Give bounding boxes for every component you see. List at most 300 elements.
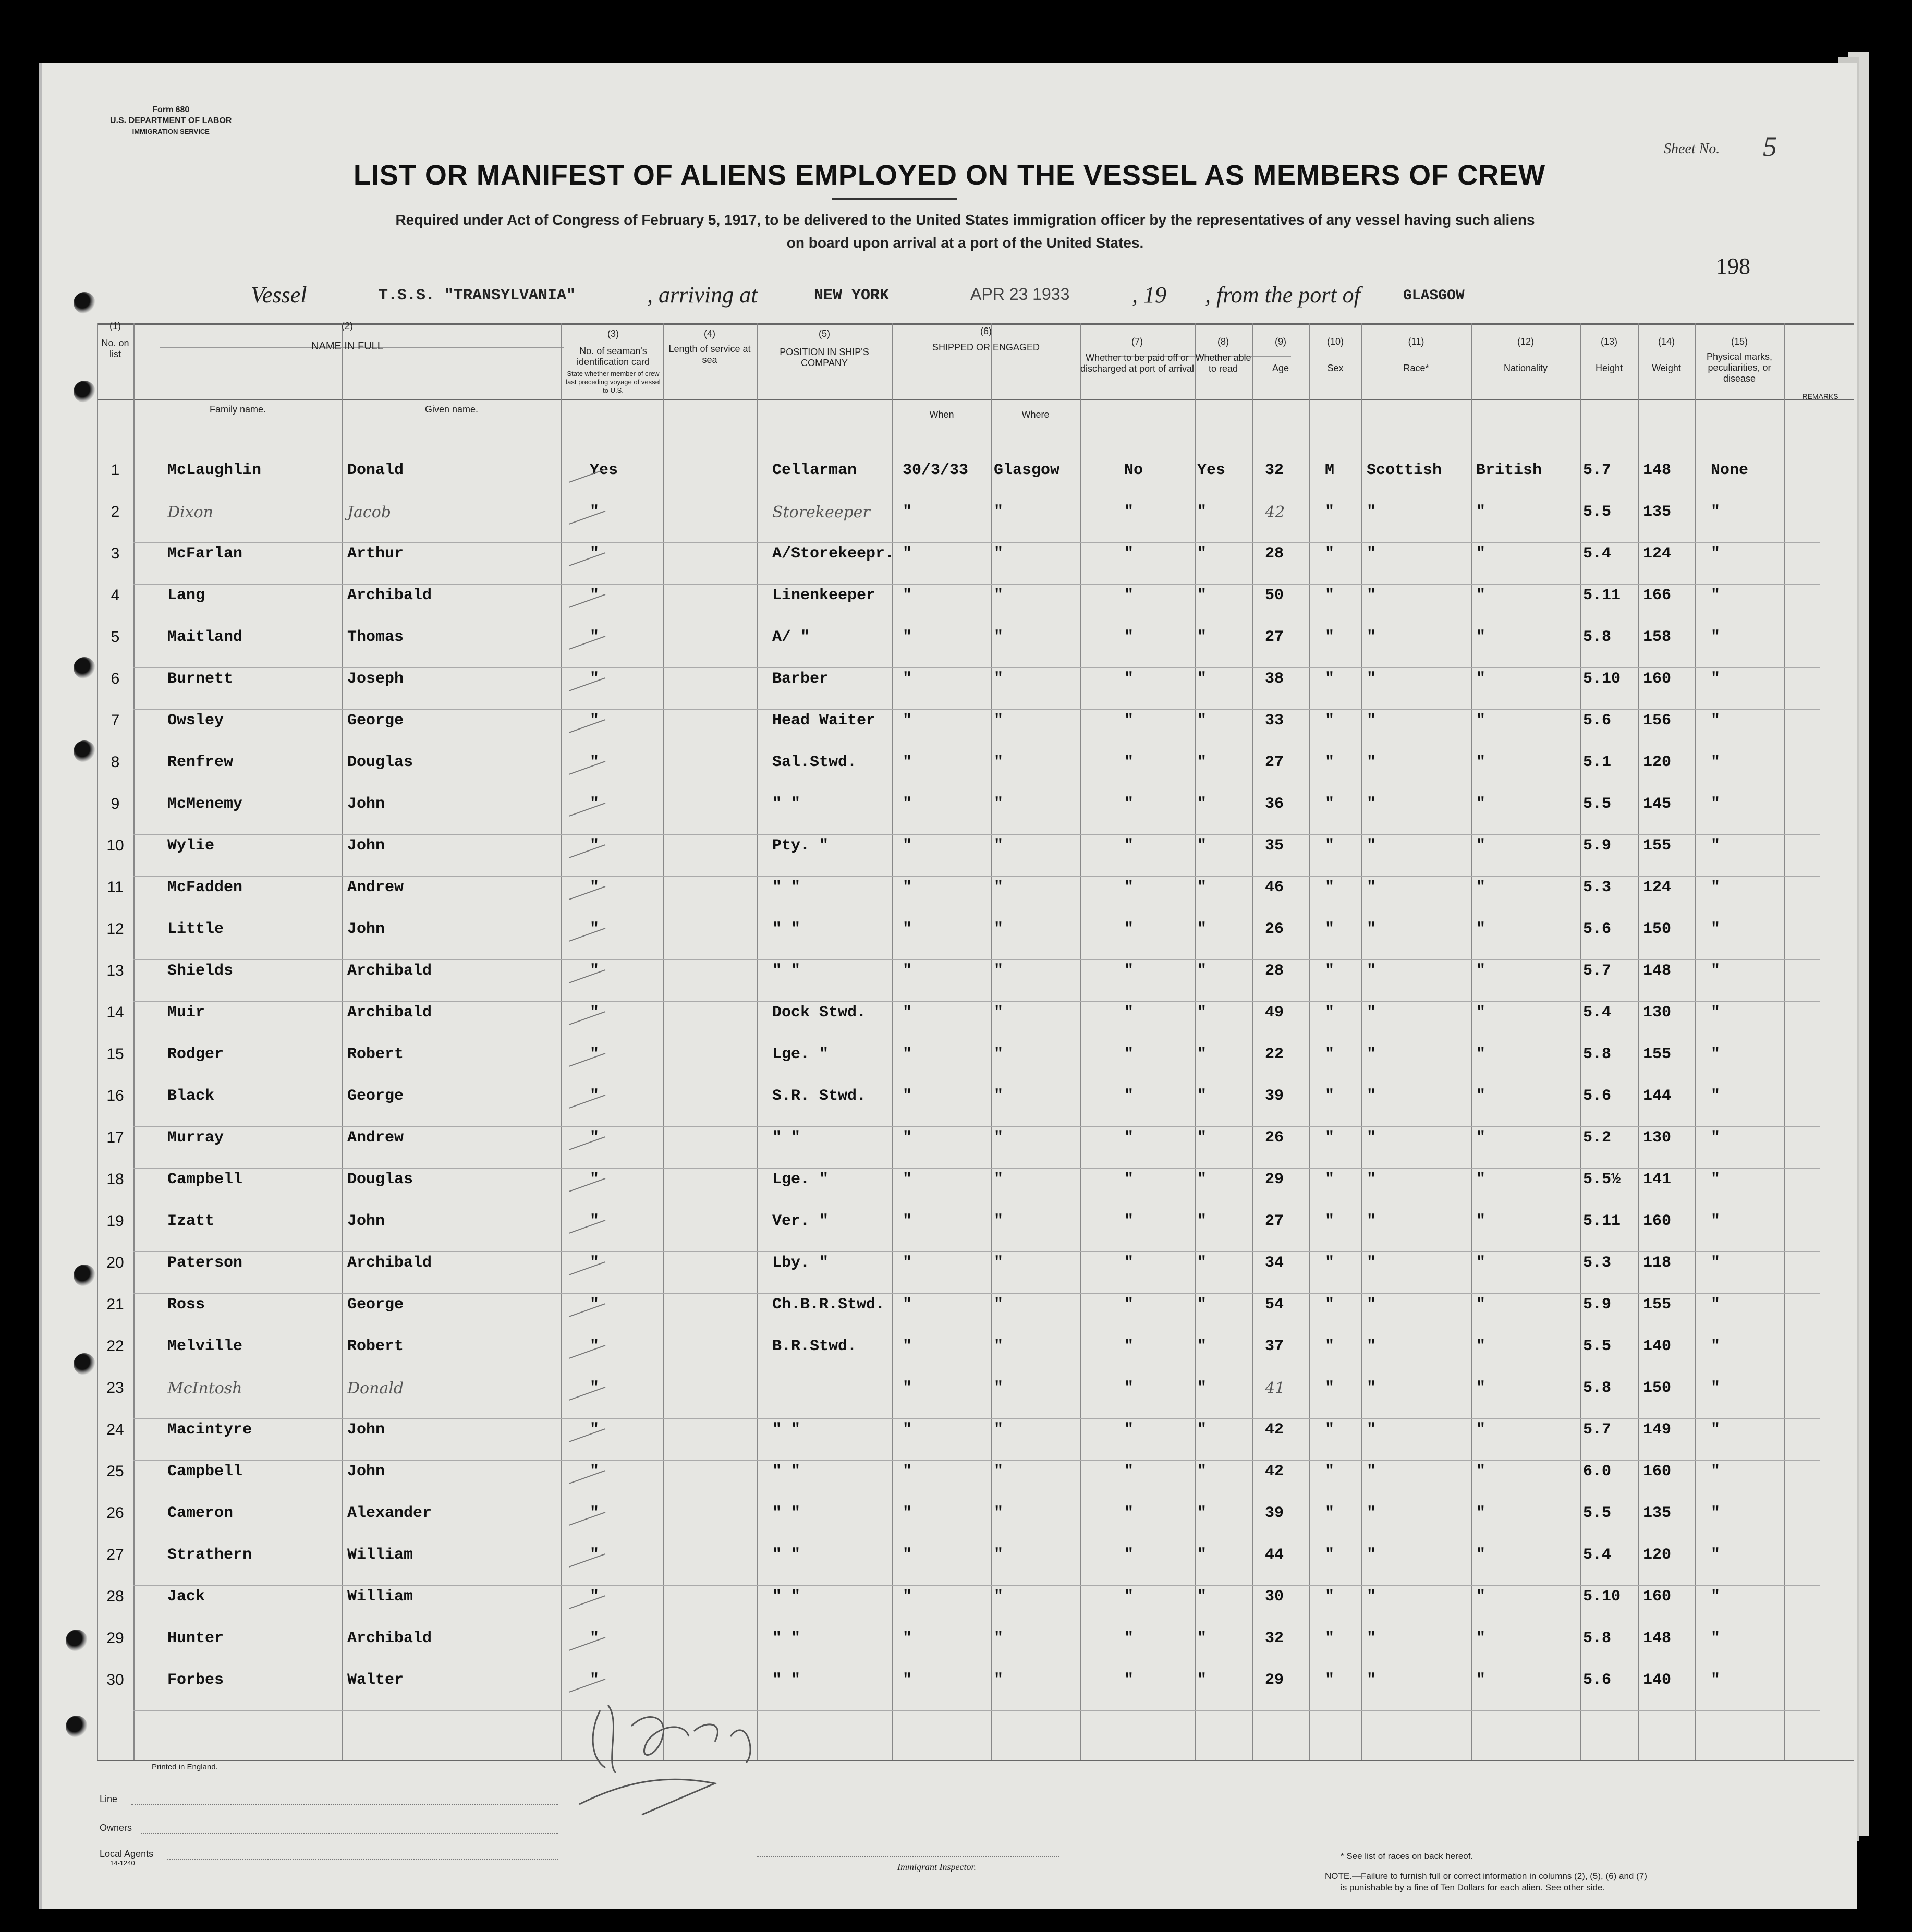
given-name: Arthur xyxy=(347,545,404,563)
able-to-read: " xyxy=(1197,1087,1207,1105)
sex: " xyxy=(1325,1004,1335,1022)
row-rule xyxy=(133,1710,1820,1711)
race: " xyxy=(1367,503,1377,521)
physical-marks: " xyxy=(1711,1546,1721,1564)
physical-marks: " xyxy=(1711,837,1721,855)
paid-off: " xyxy=(1124,1463,1134,1480)
paid-off: " xyxy=(1124,1254,1134,1272)
given-name: John xyxy=(347,1421,385,1439)
nationality: " xyxy=(1476,1296,1486,1314)
punch-hole xyxy=(74,1353,95,1375)
given-name: George xyxy=(347,1087,404,1105)
row-number: 1 xyxy=(111,461,120,479)
race: " xyxy=(1367,1630,1377,1647)
physical-marks: " xyxy=(1711,1671,1721,1689)
nationality: " xyxy=(1476,962,1486,980)
race: " xyxy=(1367,1504,1377,1522)
age: 28 xyxy=(1265,545,1284,563)
race: " xyxy=(1367,1046,1377,1063)
weight: 160 xyxy=(1643,1588,1672,1606)
shipped-when: " xyxy=(903,1588,912,1606)
height: 5.5 xyxy=(1583,1504,1612,1522)
able-to-read: " xyxy=(1197,628,1207,646)
height: 5.7 xyxy=(1583,962,1612,980)
nationality: " xyxy=(1476,503,1486,521)
shipped-when: " xyxy=(903,754,912,771)
inspector-label: Immigrant Inspector. xyxy=(897,1862,976,1872)
weight: 150 xyxy=(1643,920,1672,938)
serial-number: 198 xyxy=(1716,253,1750,279)
document-title: LIST OR MANIFEST OF ALIENS EMPLOYED ON THE VESSEL AS MEMBERS OF CREW xyxy=(353,160,1546,191)
paid-off: " xyxy=(1124,1296,1134,1314)
family-name: Melville xyxy=(167,1338,243,1355)
row-rule xyxy=(133,876,1820,877)
sex: " xyxy=(1325,712,1335,730)
physical-marks: " xyxy=(1711,587,1721,604)
row-number: 27 xyxy=(106,1546,124,1563)
race: " xyxy=(1367,1546,1377,1564)
able-to-read: " xyxy=(1197,754,1207,771)
age: 39 xyxy=(1265,1087,1284,1105)
shipped-where: " xyxy=(994,1296,1004,1314)
id-card: " xyxy=(590,1338,600,1355)
given-name: Douglas xyxy=(347,754,413,771)
paid-off: " xyxy=(1124,670,1134,688)
position: " " xyxy=(772,920,801,938)
height: 5.1 xyxy=(1583,754,1612,771)
id-card: " xyxy=(590,1588,600,1606)
weight: 130 xyxy=(1643,1129,1672,1147)
paid-off: " xyxy=(1124,962,1134,980)
given-name: George xyxy=(347,712,404,730)
family-name: Campbell xyxy=(167,1463,243,1480)
paid-off: " xyxy=(1124,1504,1134,1522)
sex: " xyxy=(1325,1296,1335,1314)
id-card: " xyxy=(590,1546,600,1564)
able-to-read: " xyxy=(1197,1296,1207,1314)
weight: 158 xyxy=(1643,628,1672,646)
age: 26 xyxy=(1265,1129,1284,1147)
family-name: Ross xyxy=(167,1296,205,1314)
row-number: 21 xyxy=(106,1296,124,1313)
shipped-where: " xyxy=(994,920,1004,938)
sex: " xyxy=(1325,962,1335,980)
nationality: " xyxy=(1476,1212,1486,1230)
row-number: 9 xyxy=(111,795,120,812)
sex: " xyxy=(1325,1171,1335,1188)
row-rule xyxy=(133,584,1820,585)
sheet-number-value: 5 xyxy=(1763,131,1777,162)
given-name: John xyxy=(347,1212,385,1230)
family-name: Muir xyxy=(167,1004,205,1022)
row-rule xyxy=(133,959,1820,960)
paid-off: " xyxy=(1124,1046,1134,1063)
table-bottom-rule xyxy=(97,1760,1854,1761)
age: 42 xyxy=(1265,1463,1284,1480)
position: " " xyxy=(772,1463,801,1480)
shipped-when: " xyxy=(903,962,912,980)
row-rule xyxy=(133,1293,1820,1294)
family-name: Murray xyxy=(167,1129,224,1147)
check-mark-icon xyxy=(569,967,616,988)
weight: 155 xyxy=(1643,1296,1672,1314)
col-header-paid: (7) Whether to be paid off or discharged at port of arrival xyxy=(1080,336,1195,374)
age: 42 xyxy=(1265,503,1285,521)
check-mark-icon xyxy=(569,1510,616,1530)
race: " xyxy=(1367,1254,1377,1272)
id-card: " xyxy=(590,1421,600,1439)
age: 42 xyxy=(1265,1421,1284,1439)
position: B.R.Stwd. xyxy=(772,1338,857,1355)
family-name: McMenemy xyxy=(167,795,243,813)
col-header-position: (5) POSITION IN SHIP'S COMPANY xyxy=(780,329,869,368)
sex: " xyxy=(1325,1671,1335,1689)
sex: " xyxy=(1325,1338,1335,1355)
position: Pty. " xyxy=(772,837,829,855)
column-rule xyxy=(1309,323,1310,1760)
race: " xyxy=(1367,670,1377,688)
sex: " xyxy=(1325,587,1335,604)
col-header-family: Family name. xyxy=(209,404,266,415)
sex: " xyxy=(1325,1421,1335,1439)
position: " " xyxy=(772,1671,801,1689)
able-to-read: " xyxy=(1197,837,1207,855)
fine-note-2: is punishable by a fine of Ten Dollars for each alien. See other side. xyxy=(1341,1882,1605,1892)
age: 32 xyxy=(1265,461,1284,479)
position: " " xyxy=(772,1588,801,1606)
weight: 155 xyxy=(1643,1046,1672,1063)
agents-label: Local Agents xyxy=(100,1849,154,1859)
height: 5.8 xyxy=(1583,1630,1612,1647)
check-mark-icon xyxy=(569,675,616,696)
nationality: " xyxy=(1476,1046,1486,1063)
able-to-read: " xyxy=(1197,1171,1207,1188)
sex: " xyxy=(1325,879,1335,896)
height: 5.4 xyxy=(1583,1546,1612,1564)
physical-marks: " xyxy=(1711,628,1721,646)
shipped-where: " xyxy=(994,1671,1004,1689)
check-mark-icon xyxy=(569,1009,616,1030)
given-name: Jacob xyxy=(347,503,391,521)
id-card: " xyxy=(590,1171,600,1188)
sex: " xyxy=(1325,795,1335,813)
column-rule xyxy=(1471,323,1472,1760)
nationality: " xyxy=(1476,1129,1486,1147)
height: 5.9 xyxy=(1583,837,1612,855)
inspector-signature xyxy=(558,1690,830,1825)
position: " " xyxy=(772,1630,801,1647)
id-card: " xyxy=(590,545,600,563)
col-header-nationality: (12) Nationality xyxy=(1503,336,1548,373)
check-mark-icon xyxy=(569,926,616,946)
weight: 160 xyxy=(1643,1212,1672,1230)
row-rule xyxy=(133,834,1820,835)
service-name: IMMIGRATION SERVICE xyxy=(132,128,210,136)
race: " xyxy=(1367,1004,1377,1022)
row-number: 25 xyxy=(106,1463,124,1480)
able-to-read: Yes xyxy=(1197,461,1226,479)
sex: " xyxy=(1325,754,1335,771)
age: 27 xyxy=(1265,754,1284,771)
punch-hole xyxy=(74,292,95,314)
physical-marks: " xyxy=(1711,1504,1721,1522)
family-name: Lang xyxy=(167,587,205,604)
weight: 124 xyxy=(1643,879,1672,896)
row-rule xyxy=(133,667,1820,668)
weight: 149 xyxy=(1643,1421,1672,1439)
paid-off: " xyxy=(1124,795,1134,813)
race: " xyxy=(1367,1379,1377,1397)
col-header-race: (11) Race* xyxy=(1403,336,1429,373)
row-number: 5 xyxy=(111,628,120,646)
family-name: Maitland xyxy=(167,628,243,646)
shipped-when: " xyxy=(903,1546,912,1564)
weight: 160 xyxy=(1643,1463,1672,1480)
family-name: Burnett xyxy=(167,670,234,688)
shipped-where: " xyxy=(994,837,1004,855)
able-to-read: " xyxy=(1197,1254,1207,1272)
col-header-when: When xyxy=(929,409,954,420)
vessel-name: T.S.S. "TRANSYLVANIA" xyxy=(379,287,576,305)
col-header-read: (8) Whether able to read xyxy=(1195,336,1251,374)
arrival-port: NEW YORK xyxy=(814,287,890,305)
height: 5.7 xyxy=(1583,461,1612,479)
nationality: " xyxy=(1476,837,1486,855)
weight: 140 xyxy=(1643,1338,1672,1355)
paid-off: " xyxy=(1124,1671,1134,1689)
nationality: " xyxy=(1476,1254,1486,1272)
id-card: " xyxy=(590,1212,600,1230)
paid-off: " xyxy=(1124,503,1134,521)
col-header-where: Where xyxy=(1021,409,1050,420)
weight: 148 xyxy=(1643,962,1672,980)
height: 5.9 xyxy=(1583,1296,1612,1314)
race: " xyxy=(1367,545,1377,563)
race: " xyxy=(1367,754,1377,771)
check-mark-icon xyxy=(569,634,616,654)
nationality: " xyxy=(1476,920,1486,938)
height: 5.6 xyxy=(1583,1671,1612,1689)
row-number: 14 xyxy=(106,1004,124,1021)
sex: " xyxy=(1325,1212,1335,1230)
paid-off: " xyxy=(1124,754,1134,771)
given-name: Andrew xyxy=(347,1129,404,1147)
check-mark-icon xyxy=(569,508,616,529)
row-number: 8 xyxy=(111,754,120,771)
inspector-rule xyxy=(757,1856,1059,1857)
row-number: 22 xyxy=(106,1338,124,1355)
shipped-when: " xyxy=(903,1630,912,1647)
shipped-where: " xyxy=(994,1421,1004,1439)
physical-marks: " xyxy=(1711,1129,1721,1147)
sex: " xyxy=(1325,1129,1335,1147)
row-number: 12 xyxy=(106,920,124,938)
race: " xyxy=(1367,628,1377,646)
check-mark-icon xyxy=(569,759,616,780)
physical-marks: " xyxy=(1711,503,1721,521)
able-to-read: " xyxy=(1197,1671,1207,1689)
able-to-read: " xyxy=(1197,1046,1207,1063)
form-code: 14-1240 xyxy=(110,1859,135,1867)
row-rule xyxy=(133,1251,1820,1252)
physical-marks: " xyxy=(1711,1004,1721,1022)
position: Ver. " xyxy=(772,1212,829,1230)
age: 27 xyxy=(1265,1212,1284,1230)
given-name: John xyxy=(347,837,385,855)
height: 5.8 xyxy=(1583,1379,1612,1397)
able-to-read: " xyxy=(1197,879,1207,896)
race: " xyxy=(1367,1463,1377,1480)
shipped-where: Glasgow xyxy=(994,461,1060,479)
shipped-where: " xyxy=(994,1004,1004,1022)
nationality: " xyxy=(1476,1087,1486,1105)
position: Dock Stwd. xyxy=(772,1004,867,1022)
physical-marks: " xyxy=(1711,1171,1721,1188)
shipped-where: " xyxy=(994,545,1004,563)
able-to-read: " xyxy=(1197,1546,1207,1564)
paid-off: " xyxy=(1124,879,1134,896)
col-header-remarks: REMARKS xyxy=(1802,392,1838,400)
position: Storekeeper xyxy=(772,503,870,521)
manifest-sheet xyxy=(39,63,1857,1909)
given-name: Archibald xyxy=(347,962,432,980)
weight: 145 xyxy=(1643,795,1672,813)
given-name: Archibald xyxy=(347,587,432,604)
family-name: McIntosh xyxy=(167,1379,242,1398)
id-card: " xyxy=(590,1296,600,1314)
able-to-read: " xyxy=(1197,1379,1207,1397)
family-name: McLaughlin xyxy=(167,461,262,479)
punch-hole xyxy=(74,657,95,679)
shipped-when: " xyxy=(903,628,912,646)
race: " xyxy=(1367,1087,1377,1105)
nationality: " xyxy=(1476,670,1486,688)
id-card: " xyxy=(590,962,600,980)
shipped-when: " xyxy=(903,1004,912,1022)
row-number: 13 xyxy=(106,962,124,979)
row-number: 6 xyxy=(111,670,120,687)
position: " " xyxy=(772,1504,801,1522)
position: Head Waiter xyxy=(772,712,876,730)
col-header-name: (2) NAME IN FULL xyxy=(311,321,383,352)
origin-port: GLASGOW xyxy=(1403,288,1465,304)
shipped-when: " xyxy=(903,1504,912,1522)
height: 5.11 xyxy=(1583,587,1621,604)
sex: " xyxy=(1325,1254,1335,1272)
form-id-block xyxy=(110,104,232,137)
able-to-read: " xyxy=(1197,670,1207,688)
shipped-when: " xyxy=(903,879,912,896)
physical-marks: " xyxy=(1711,1254,1721,1272)
physical-marks: " xyxy=(1711,712,1721,730)
check-mark-icon xyxy=(569,1635,616,1656)
given-name: John xyxy=(347,920,385,938)
family-name: Black xyxy=(167,1087,215,1105)
physical-marks: None xyxy=(1711,461,1749,479)
column-rule xyxy=(1361,323,1362,1760)
given-name: George xyxy=(347,1296,404,1314)
sex: " xyxy=(1325,1546,1335,1564)
check-mark-icon xyxy=(569,1092,616,1113)
race: " xyxy=(1367,1212,1377,1230)
sheet-number-label: Sheet No. xyxy=(1664,141,1720,157)
id-card: " xyxy=(590,628,600,646)
check-mark-icon xyxy=(569,1468,616,1489)
race: " xyxy=(1367,1421,1377,1439)
row-number: 20 xyxy=(106,1254,124,1271)
col-header-no: (1) No. on list xyxy=(101,321,129,359)
shipped-where: " xyxy=(994,1087,1004,1105)
height: 5.8 xyxy=(1583,628,1612,646)
race: " xyxy=(1367,837,1377,855)
check-mark-icon xyxy=(569,884,616,905)
check-mark-icon xyxy=(569,717,616,738)
paid-off: " xyxy=(1124,1171,1134,1188)
sex: " xyxy=(1325,920,1335,938)
family-name: Little xyxy=(167,920,224,938)
row-number: 2 xyxy=(111,503,120,520)
nationality: " xyxy=(1476,628,1486,646)
row-number: 24 xyxy=(106,1421,124,1438)
sex: " xyxy=(1325,1463,1335,1480)
col-header-sex: (10) Sex xyxy=(1326,336,1344,373)
family-name: Cameron xyxy=(167,1504,234,1522)
shipped-where: " xyxy=(994,1212,1004,1230)
row-rule xyxy=(133,542,1820,543)
race: Scottish xyxy=(1367,461,1442,479)
paid-off: " xyxy=(1124,1630,1134,1647)
printed-note: Printed in England. xyxy=(152,1763,218,1771)
weight: 166 xyxy=(1643,587,1672,604)
height: 5.6 xyxy=(1583,920,1612,938)
check-mark-icon xyxy=(569,1301,616,1322)
weight: 155 xyxy=(1643,837,1672,855)
physical-marks: " xyxy=(1711,1588,1721,1606)
check-mark-icon xyxy=(569,592,616,613)
given-name: Thomas xyxy=(347,628,404,646)
nationality: " xyxy=(1476,1379,1486,1397)
height: 5.3 xyxy=(1583,879,1612,896)
id-card: " xyxy=(590,1379,600,1397)
position: " " xyxy=(772,879,801,896)
sex: " xyxy=(1325,1087,1335,1105)
family-name: Jack xyxy=(167,1588,205,1606)
able-to-read: " xyxy=(1197,712,1207,730)
shipped-when: " xyxy=(903,920,912,938)
punch-hole xyxy=(66,1716,88,1737)
owners-label: Owners xyxy=(100,1822,132,1833)
physical-marks: " xyxy=(1711,1296,1721,1314)
age: 29 xyxy=(1265,1171,1284,1188)
check-mark-icon xyxy=(569,1426,616,1447)
check-mark-icon xyxy=(569,1343,616,1364)
paid-off: " xyxy=(1124,712,1134,730)
year-label: , 19 xyxy=(1132,282,1166,308)
form-number: Form 680 xyxy=(152,105,190,114)
row-number: 18 xyxy=(106,1171,124,1188)
sex: " xyxy=(1325,1504,1335,1522)
physical-marks: " xyxy=(1711,1379,1721,1397)
position: " " xyxy=(772,795,801,813)
row-number: 10 xyxy=(106,837,124,854)
sex: " xyxy=(1325,545,1335,563)
row-rule xyxy=(133,709,1820,710)
height: 5.2 xyxy=(1583,1129,1612,1147)
weight: 141 xyxy=(1643,1171,1672,1188)
age: 33 xyxy=(1265,712,1284,730)
id-card: " xyxy=(590,754,600,771)
shipped-where: " xyxy=(994,587,1004,604)
